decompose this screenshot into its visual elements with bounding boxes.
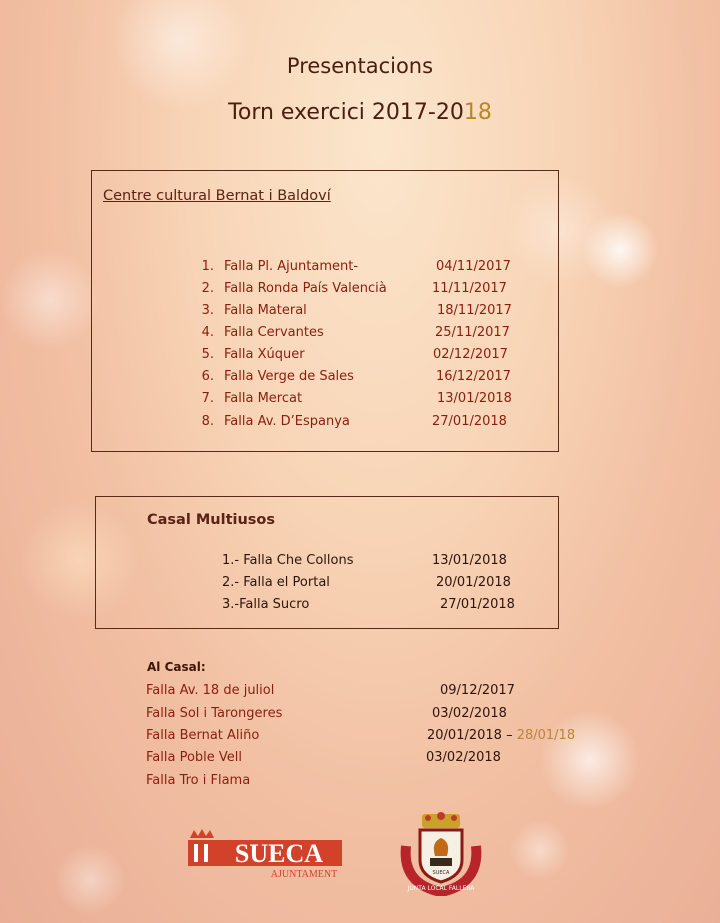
item-date: 09/12/2017 (440, 683, 515, 698)
item-name: Falla Sol i Tarongeres (146, 706, 283, 721)
item-number: 8. (201, 414, 214, 429)
item-number: 3. (201, 303, 214, 318)
item-name: Falla Pl. Ajuntament- (224, 259, 359, 274)
item-date: 13/01/2018 (432, 553, 507, 568)
date-separator: – (501, 728, 517, 743)
item-number: 4. (201, 325, 214, 340)
subtitle-suffix: 18 (463, 100, 492, 125)
item-number: 7. (201, 391, 214, 406)
item-name: Falla Materal (224, 303, 307, 318)
item-date-range (427, 728, 575, 743)
jlf-small-text: SUECA (432, 870, 450, 876)
item-date: 03/02/2018 (432, 706, 507, 721)
section-title-al-casal: Al Casal: (147, 660, 206, 674)
item-name: 1.- Falla Che Collons (222, 553, 354, 568)
item-date: 03/02/2018 (426, 750, 501, 765)
item-date: 27/01/2018 (440, 597, 515, 612)
item-number: 5. (201, 347, 214, 362)
item-name: Falla Mercat (224, 391, 303, 406)
item-name: Falla Cervantes (224, 325, 324, 340)
page-subtitle (0, 100, 720, 125)
item-name: Falla Tro i Flama (146, 773, 251, 788)
item-date: 18/11/2017 (437, 303, 512, 318)
item-date: 02/12/2017 (433, 347, 508, 362)
section-title-casal-multiusos: Casal Multiusos (147, 512, 276, 528)
item-date: 20/01/2018 (436, 575, 511, 590)
item-date: 04/11/2017 (436, 259, 511, 274)
sueca-subtitle: AJUNTAMENT (270, 869, 338, 880)
page-title: Presentacions (286, 54, 434, 78)
junta-local-fallera-logo (398, 808, 484, 896)
item-date-end: 28/01/18 (516, 728, 576, 743)
item-date: 27/01/2018 (432, 414, 507, 429)
item-number: 6. (201, 369, 214, 384)
item-name: Falla Av. D’Espanya (224, 414, 350, 429)
item-number: 2. (201, 281, 214, 296)
section-title-centre-cultural: Centre cultural Bernat i Baldoví (103, 188, 331, 204)
item-name: 3.-Falla Sucro (222, 597, 310, 612)
item-date: 25/11/2017 (435, 325, 510, 340)
item-number: 1. (201, 259, 214, 274)
subtitle-prefix: Torn exercici 2017-20 (228, 100, 464, 125)
item-name: Falla Poble Vell (146, 750, 243, 765)
item-name: 2.- Falla el Portal (222, 575, 330, 590)
item-date: 20/01/2018 (427, 728, 502, 743)
item-name: Falla Bernat Aliño (146, 728, 260, 743)
item-name: Falla Xúquer (224, 347, 305, 362)
item-name: Falla Verge de Sales (224, 369, 354, 384)
item-date: 11/11/2017 (432, 281, 507, 296)
item-name: Falla Av. 18 de juliol (146, 683, 275, 698)
item-name: Falla Ronda País Valencià (224, 281, 387, 296)
sueca-ajuntament-logo (186, 826, 346, 882)
jlf-lettering: JUNTA LOCAL FALLERA (407, 885, 475, 892)
item-date: 13/01/2018 (437, 391, 512, 406)
sueca-wordmark: SUECA (234, 839, 324, 868)
item-date: 16/12/2017 (436, 369, 511, 384)
crown-icon (422, 812, 460, 828)
crown-icon (190, 829, 214, 838)
